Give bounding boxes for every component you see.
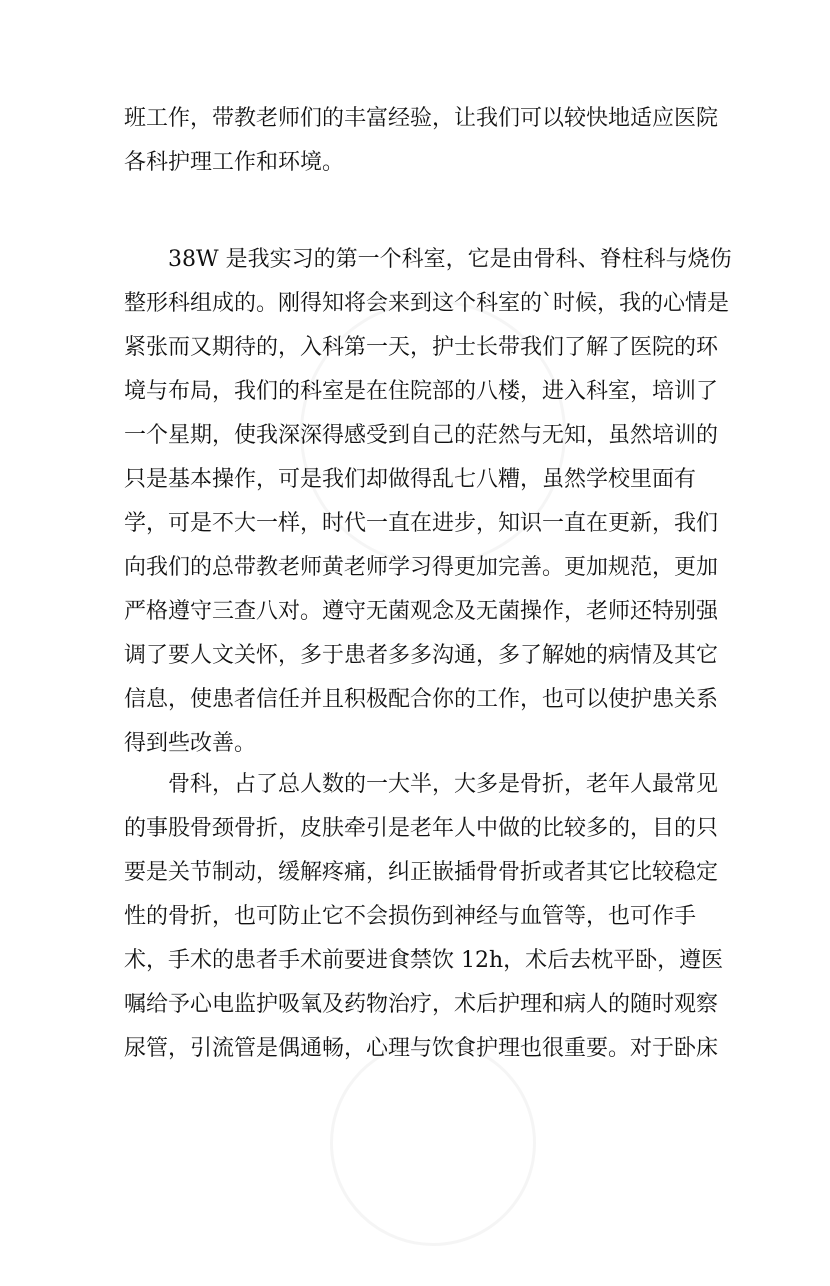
text-line: 要是关节制动，缓解疼痛，纠正嵌插骨骨折或者其它比较稳定 [124,860,719,885]
text-line: 骨科，占了总人数的一大半，大多是骨折，老年人最常见 [168,772,719,797]
text-line: 紧张而又期待的，入科第一天，护士长带我们了解了医院的环 [124,335,719,360]
text-line: 学，可是不大一样，时代一直在进步，知识一直在更新，我们 [124,511,719,536]
text-line: 整形科组成的。刚得知将会来到这个科室的`时候，我的心情是 [124,291,730,316]
text-line: 一个星期，使我深深得感受到自己的茫然与无知，虽然培训的 [124,423,719,448]
text-line: 班工作，带教老师们的丰富经验，让我们可以较快地适应医院 [124,106,719,131]
paragraph-3 [124,763,724,1071]
text-line: 术，手术的患者手术前要进食禁饮 12h，术后去枕平卧，遵医 [124,948,724,973]
text-line: 尿管，引流管是偶通畅，心理与饮食护理也很重要。对于卧床 [124,1036,719,1061]
paragraph-1 [124,97,724,185]
text-line: 得到些改善。 [124,731,257,756]
text-line: 向我们的总带教老师黄老师学习得更加完善。更加规范，更加 [124,555,719,580]
text-line: 只是基本操作，可是我们却做得乱七八糟，虽然学校里面有 [124,467,697,492]
paragraph-2 [124,238,732,766]
text-line: 各科护理工作和环境。 [124,150,345,175]
text-line: 38W 是我实习的第一个科室，它是由骨科、脊柱科与烧伤 [168,247,732,272]
text-line: 调了要人文关怀，多于患者多多沟通，多了解她的病情及其它 [124,643,719,668]
text-line: 的事股骨颈骨折，皮肤牵引是老年人中做的比较多的，目的只 [124,816,719,841]
text-line: 嘱给予心电监护吸氧及药物治疗，术后护理和病人的随时观察 [124,992,719,1017]
text-line: 信息，使患者信任并且积极配合你的工作，也可以使护患关系 [124,687,719,712]
text-line: 境与布局，我们的科室是在住院部的八楼，进入科室，培训了 [124,379,719,404]
text-line: 严格遵守三查八对。遵守无菌观念及无菌操作，老师还特别强 [124,599,719,624]
text-line: 性的骨折，也可防止它不会损伤到神经与血管等，也可作手 [124,904,697,929]
